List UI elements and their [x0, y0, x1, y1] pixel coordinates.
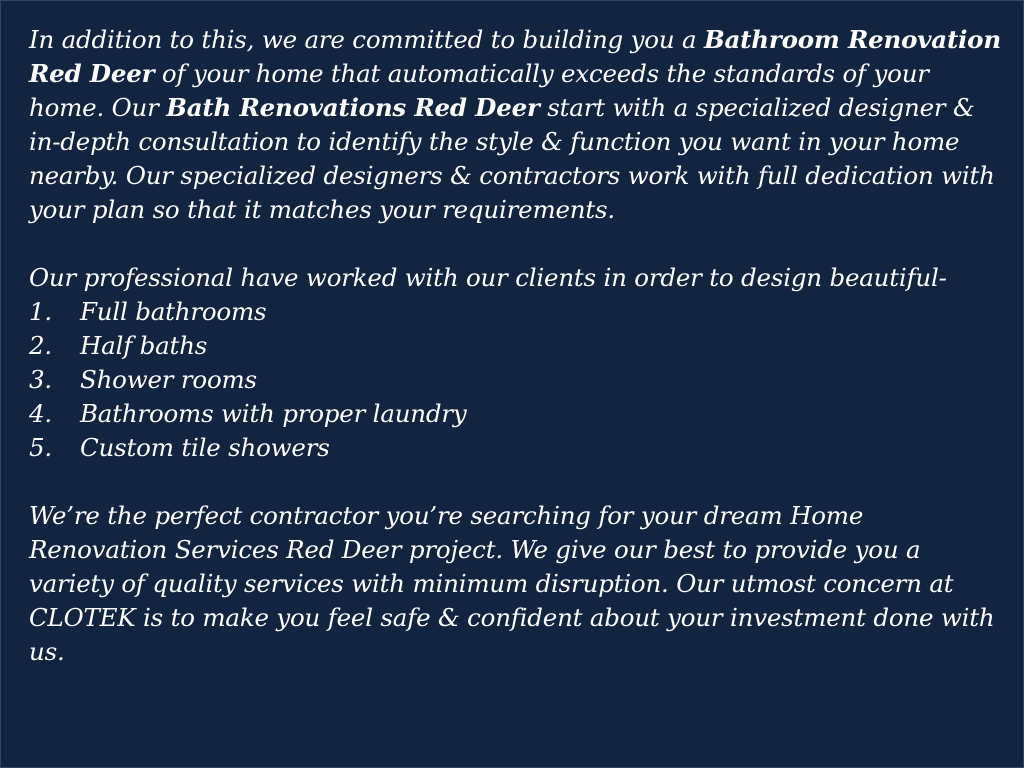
- paragraph-intro-text-2: of your home that automatically exceeds the standards of your home. Our: [29, 59, 929, 122]
- list-item-number: 3.: [29, 365, 52, 394]
- list-item: [29, 329, 1004, 363]
- list-item-label: Full bathrooms: [80, 297, 267, 326]
- paragraph-closing: We’re the perfect contractor you’re searching for your dream Home Renovation Services Red Deer project. We give our best to provide you a variety of quality services with minimum disruption. Our utmost concern at CLOTEK is to make you feel safe & confident about your investment done with us.: [29, 501, 995, 666]
- list-item-number: 4.: [29, 399, 52, 428]
- list-item-number: 5.: [29, 433, 52, 462]
- spacer: [29, 465, 1004, 499]
- list-item-number: 1.: [29, 297, 52, 326]
- list-item-label: Shower rooms: [80, 365, 257, 394]
- paragraph-intro: [29, 23, 1004, 227]
- paragraph-intro-text-3: start with a specialized designer & in-depth consultation to identify the style & function you want in your home nearby. Our specialized designers & contractors work with full dedication with your plan so that it matches your requirements.: [29, 93, 995, 224]
- list-item: [29, 431, 1004, 465]
- slide-content: [29, 23, 1004, 669]
- bath-renovations-red-deer-keyword: Bath Renovations Red Deer: [166, 93, 540, 122]
- paragraph-intro-text-1: In addition to this, we are committed to building you a: [29, 25, 704, 54]
- list-item-label: Half baths: [80, 331, 208, 360]
- list-item: [29, 397, 1004, 431]
- list-item: [29, 363, 1004, 397]
- design-list: [29, 295, 1004, 465]
- list-item-label: Custom tile showers: [80, 433, 330, 462]
- list-item: [29, 295, 1004, 329]
- spacer: [29, 227, 1004, 261]
- list-intro: Our professional have worked with our clients in order to design beautiful-: [29, 263, 947, 292]
- list-item-label: Bathrooms with proper laundry: [80, 399, 467, 428]
- bathroom-renovation-red-deer-keyword: Bathroom Renovation Red Deer: [29, 25, 1001, 88]
- list-item-number: 2.: [29, 331, 52, 360]
